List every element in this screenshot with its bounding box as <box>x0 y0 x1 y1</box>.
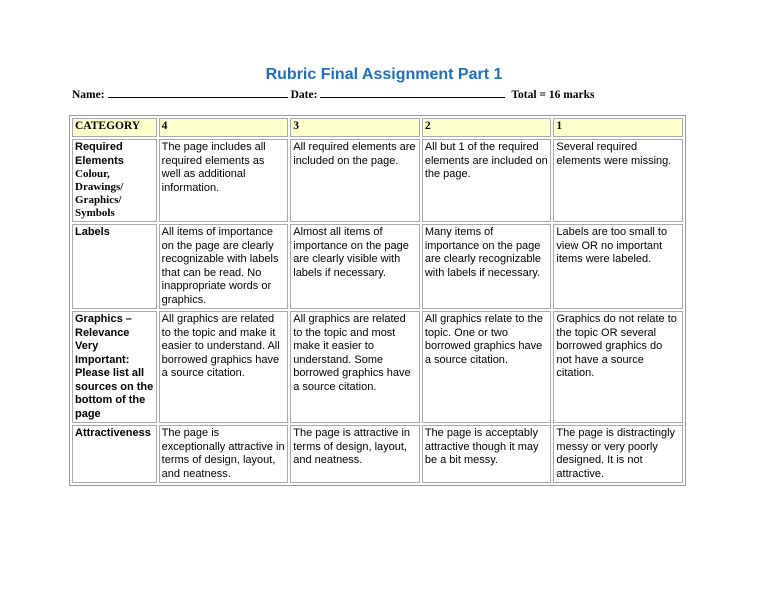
total-marks-label: Total = 16 marks <box>511 89 595 101</box>
rubric-cell: All items of importance on the page are clearly recognizable with labels that can be read. No inappropriate words or graphics. <box>159 224 289 309</box>
category-sublabel: Colour, Drawings/ Graphics/ Symbols <box>75 168 124 219</box>
header-score-2: 2 <box>422 118 552 137</box>
rubric-cell: The page is acceptably attractive though it may be a bit messy. <box>422 425 552 483</box>
rubric-header-row <box>72 118 683 137</box>
name-blank[interactable] <box>108 87 288 98</box>
rubric-cell: The page is attractive in terms of design, layout, and neatness. <box>290 425 420 483</box>
rubric-cell: Many items of importance on the page are clearly recognizable with labels if necessary. <box>422 224 552 309</box>
rubric-cell: The page includes all required elements as well as additional information. <box>159 139 289 222</box>
category-cell: Attractiveness <box>72 425 157 483</box>
rubric-table <box>69 115 686 486</box>
rubric-cell: Almost all items of importance on the page are clearly visible with labels if necessary. <box>290 224 420 309</box>
rubric-cell: The page is distractingly messy or very poorly designed. It is not attractive. <box>553 425 683 483</box>
rubric-cell: Graphics do not relate to the topic OR several borrowed graphics do not have a source citation. <box>553 311 683 423</box>
rubric-cell: All graphics are related to the topic and make it easier to understand. All borrowed graphics have a source citation. <box>159 311 289 423</box>
rubric-cell: All but 1 of the required elements are included on the page. <box>422 139 552 222</box>
rubric-cell: The page is exceptionally attractive in terms of design, layout, and neatness. <box>159 425 289 483</box>
rubric-cell: Labels are too small to view OR no important items were labeled. <box>553 224 683 309</box>
document-title: Rubric Final Assignment Part 1 <box>265 66 503 83</box>
rubric-cell: All graphics relate to the topic. One or two borrowed graphics have a source citation. <box>422 311 552 423</box>
category-cell: Graphics – Relevance Very Important: Please list all sources on the bottom of the page <box>72 311 157 423</box>
name-label: Name: <box>72 89 105 101</box>
rubric-row-labels <box>72 224 683 309</box>
date-label: Date: <box>290 89 318 101</box>
student-info-line <box>72 87 712 101</box>
rubric-row-required-elements <box>72 139 683 222</box>
rubric-row-graphics <box>72 311 683 423</box>
date-blank[interactable] <box>320 87 505 98</box>
category-label: Required Elements <box>75 141 124 167</box>
category-cell <box>72 139 157 222</box>
header-score-4: 4 <box>159 118 289 137</box>
header-category: CATEGORY <box>72 118 157 137</box>
header-score-1: 1 <box>553 118 683 137</box>
category-cell: Labels <box>72 224 157 309</box>
rubric-cell: All graphics are related to the topic and most make it easier to understand. Some borrowed graphics have a source citation. <box>290 311 420 423</box>
rubric-cell: All required elements are included on the page. <box>290 139 420 222</box>
rubric-row-attractiveness <box>72 425 683 483</box>
header-score-3: 3 <box>290 118 420 137</box>
rubric-cell: Several required elements were missing. <box>553 139 683 222</box>
